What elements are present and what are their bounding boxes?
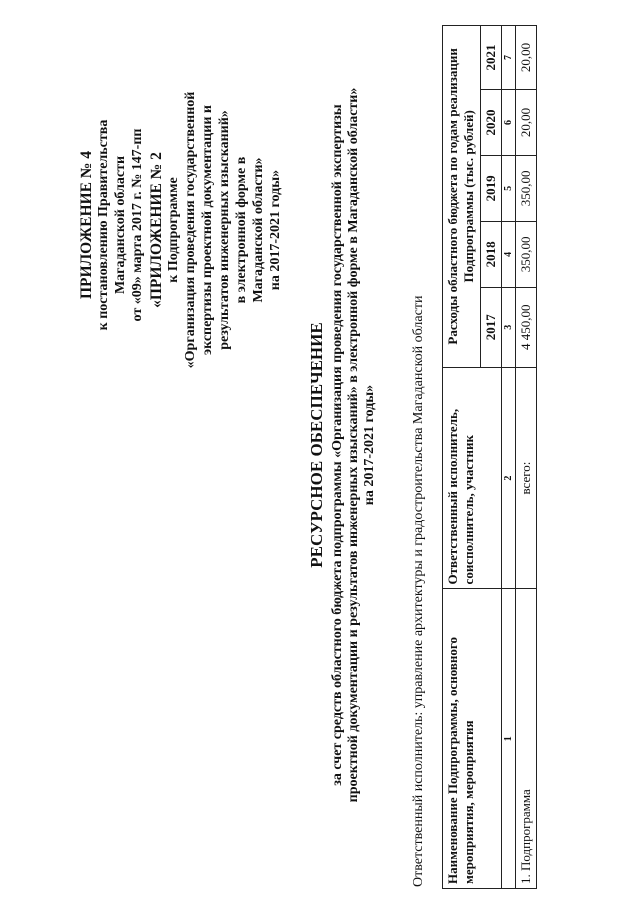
subprogram-ref-line: в электронной форме в	[234, 156, 249, 304]
subprogram-ref-line: на 2017-2021 годы»	[268, 169, 283, 291]
subtitle-line: за счет средств областного бюджета подпрограммы «Организация проведения государственной экспертизы	[330, 104, 345, 786]
header-expenses: Расходы областного бюджета по годам реализации Подпрограммы (тыс. рублей)	[443, 26, 481, 368]
responsible-executor: Ответственный исполнитель: управление архитектуры и градостроительства Магаданской области	[411, 295, 426, 887]
header-executor-column: Ответственный исполнитель, соисполнитель, участник	[443, 367, 502, 589]
appendix-ref-line: к постановлению Правительства	[96, 119, 111, 331]
column-number: 7	[502, 26, 516, 90]
row-value: 350,00	[516, 221, 537, 287]
document-subtitle	[330, 75, 378, 815]
subprogram-ref-line: результатов инженерных изысканий»	[217, 110, 232, 350]
row-value: 20,00	[516, 90, 537, 156]
row-name: 1. Подпрограмма	[516, 589, 537, 889]
resource-table	[442, 25, 537, 889]
appendix-date-line: от «09» марта 2017 г. № 147-пп	[130, 128, 145, 322]
appendix-number: ПРИЛОЖЕНИЕ № 4	[78, 151, 95, 299]
subtitle-line: проектной документации и результатов инженерных изысканий» в электронной форме в Магаданской области»	[346, 87, 361, 803]
subprogram-ref-line: экспертизы проектной документации и	[200, 105, 215, 355]
subprogram-ref-line: «Организация проведения государственной	[183, 91, 198, 369]
subprogram-ref-line: к Подпрограмме	[166, 177, 181, 283]
header-year: 2021	[481, 26, 502, 90]
table-row	[516, 26, 537, 889]
row-role: всего:	[516, 367, 537, 589]
column-number: 2	[502, 367, 516, 589]
header-year: 2019	[481, 155, 502, 221]
row-value: 4 450,00	[516, 287, 537, 367]
appendix-ref-line: Магаданской области	[113, 155, 128, 295]
header-year: 2020	[481, 90, 502, 156]
subprogram-appendix-header	[148, 75, 284, 385]
row-value: 350,00	[516, 155, 537, 221]
subprogram-ref-line: Магаданской области»	[251, 157, 266, 303]
subtitle-line: на 2017-2021 годы»	[362, 384, 377, 506]
column-number: 4	[502, 221, 516, 287]
column-number: 5	[502, 155, 516, 221]
appendix-header	[78, 80, 146, 370]
subprogram-appendix-number: «ПРИЛОЖЕНИЕ № 2	[148, 152, 165, 308]
header-year: 2018	[481, 221, 502, 287]
column-number: 3	[502, 287, 516, 367]
header-name-column: Наименование Подпрограммы, основного мероприятия, мероприятия	[443, 589, 502, 889]
header-year: 2017	[481, 287, 502, 367]
document-title: РЕСУРСНОЕ ОБЕСПЕЧЕНИЕ	[307, 322, 326, 568]
row-value: 20,00	[516, 26, 537, 90]
column-number: 1	[502, 589, 516, 889]
column-number: 6	[502, 90, 516, 156]
